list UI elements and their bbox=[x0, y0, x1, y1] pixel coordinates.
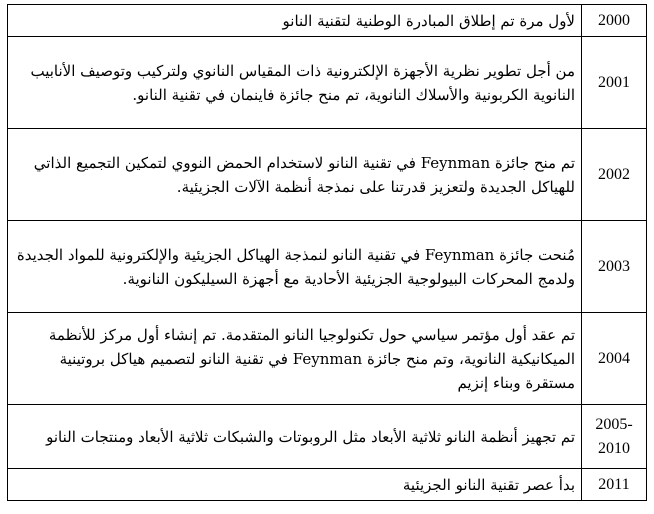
year-cell: 2005-2010 bbox=[582, 405, 647, 469]
table-row bbox=[8, 221, 647, 313]
year-cell: 2011 bbox=[582, 469, 647, 501]
table-row bbox=[8, 5, 647, 37]
event-cell: لأول مرة تم إطلاق المبادرة الوطنية لتقنية النانو bbox=[8, 5, 582, 37]
event-cell: تم منح جائزة Feynman في تقنية النانو لاستخدام الحمض النووي لتمكين التجميع الذاتي للهياكل الجديدة ولتعزيز قدرتنا على نمذجة أنظمة الآلات الجزيئية. bbox=[8, 129, 582, 221]
table-row bbox=[8, 469, 647, 501]
event-cell: تم عقد أول مؤتمر سياسي حول تكنولوجيا النانو المتقدمة. تم إنشاء أول مركز للأنظمة الميكانيكية النانوية، وتم منح جائزة Feynman في تقنية النانو لتصميم هياكل بروتينية مستقرة وبناء إنزيم bbox=[8, 313, 582, 405]
nanotech-timeline bbox=[7, 4, 647, 501]
event-cell: من أجل تطوير نظرية الأجهزة الإلكترونية ذات المقياس النانوي ولتركيب وتوصيف الأنابيب النانوية الكربونية والأسلاك النانوية، تم منح جائزة فاينمان في تقنية النانو. bbox=[8, 37, 582, 129]
event-cell: بدأ عصر تقنية النانو الجزيئية bbox=[8, 469, 582, 501]
event-cell: تم تجهيز أنظمة النانو ثلاثية الأبعاد مثل الروبوتات والشبكات ثلاثية الأبعاد ومنتجات النانو bbox=[8, 405, 582, 469]
table-row bbox=[8, 129, 647, 221]
event-cell: مُنحت جائزة Feynman في تقنية النانو لنمذجة الهياكل الجزيئية والإلكترونية للمواد الجديدة ولدمج المحركات البيولوجية الجزيئية الأحادية مع أجهزة السيليكون النانوية. bbox=[8, 221, 582, 313]
year-cell: 2001 bbox=[582, 37, 647, 129]
table-row bbox=[8, 313, 647, 405]
table-row bbox=[8, 405, 647, 469]
timeline-table bbox=[7, 4, 647, 501]
year-cell: 2003 bbox=[582, 221, 647, 313]
year-cell: 2002 bbox=[582, 129, 647, 221]
year-cell: 2004 bbox=[582, 313, 647, 405]
table-row bbox=[8, 37, 647, 129]
year-cell: 2000 bbox=[582, 5, 647, 37]
